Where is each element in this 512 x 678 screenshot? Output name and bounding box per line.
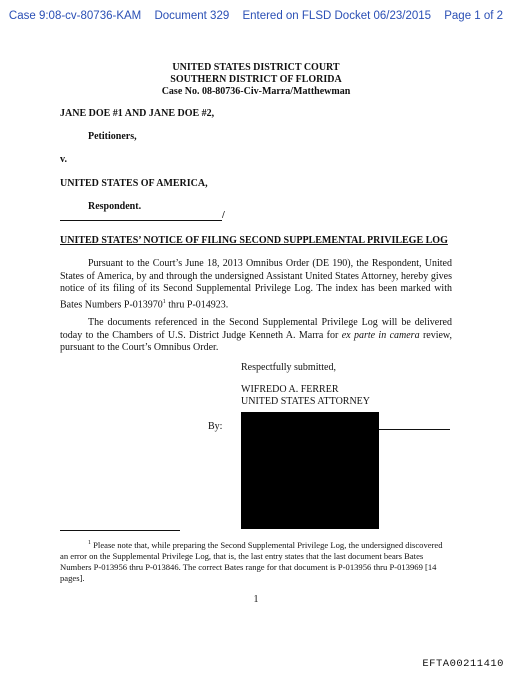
- footnote-reference: 1: [162, 298, 166, 305]
- docket-entry-date: Entered on FLSD Docket 06/23/2015: [242, 10, 432, 22]
- signature-name: WIFREDO A. FERRER: [241, 384, 339, 395]
- signature-closing: Respectfully submitted,: [241, 362, 336, 373]
- paragraph-2: [60, 317, 452, 355]
- signature-by-label: By:: [208, 421, 223, 432]
- bates-stamp: EFTA00211410: [422, 658, 504, 670]
- redaction-box: [241, 429, 379, 529]
- document-number: Document 329: [154, 10, 230, 22]
- footnote: [60, 538, 452, 584]
- petitioners-label: Petitioners,: [88, 131, 137, 142]
- footnote-marker: 1: [88, 540, 91, 546]
- caption-rule: [60, 220, 222, 221]
- caption-slash: /: [222, 210, 225, 221]
- paragraph-1-text: Pursuant to the Court’s June 18, 2013 Omnibus Order (DE 190), the Respondent, United States of America, by and through the undersigned Assistant United States Attorney, hereby gives notice of its filing of its Second Supplemental Privilege Log. The index has been marked with Bates Numbers P-013970: [60, 258, 452, 310]
- respondent-name: UNITED STATES OF AMERICA,: [60, 178, 208, 189]
- paragraph-1: [60, 258, 452, 311]
- docket-header: [0, 10, 512, 22]
- document-title: UNITED STATES’ NOTICE OF FILING SECOND SUPPLEMENTAL PRIVILEGE LOG: [60, 235, 448, 246]
- paragraph-2-text-end: review, pursuant to the Court’s Omnibus Order.: [60, 329, 452, 353]
- court-case-number: Case No. 08-80736-Civ-Marra/Matthewman: [161, 86, 351, 97]
- respondent-label: Respondent.: [88, 201, 142, 212]
- footnote-separator: [60, 530, 180, 531]
- paragraph-1-text-end: thru P-014923.: [165, 298, 229, 310]
- page-count: Page 1 of 2: [444, 10, 504, 22]
- paragraph-2-italic: ex parte in camera: [341, 329, 420, 341]
- footnote-text: Please note that, while preparing the Second Supplemental Privilege Log, the undersigned discovered an error on the Supplemental Privilege Log, that is, the last entry states that the last document bears Bates Numbers P-013956 thru P-013846. The correct Bates range for that document is P-013956 thru P-013969 [14 pages].: [60, 539, 443, 583]
- page-number: 1: [253, 594, 259, 605]
- court-name: UNITED STATES DISTRICT COURT: [172, 62, 340, 73]
- court-district: SOUTHERN DISTRICT OF FLORIDA: [170, 74, 342, 85]
- case-number: Case 9:08-cv-80736-KAM: [8, 10, 142, 22]
- paragraph-2-text: The documents referenced in the Second Supplemental Privilege Log will be delivered today to the Chambers of U.S. District Judge Kenneth A. Marra for: [60, 317, 452, 341]
- petitioners-names: JANE DOE #1 AND JANE DOE #2,: [60, 108, 215, 119]
- versus: v.: [60, 154, 67, 165]
- signature-title: UNITED STATES ATTORNEY: [241, 396, 371, 407]
